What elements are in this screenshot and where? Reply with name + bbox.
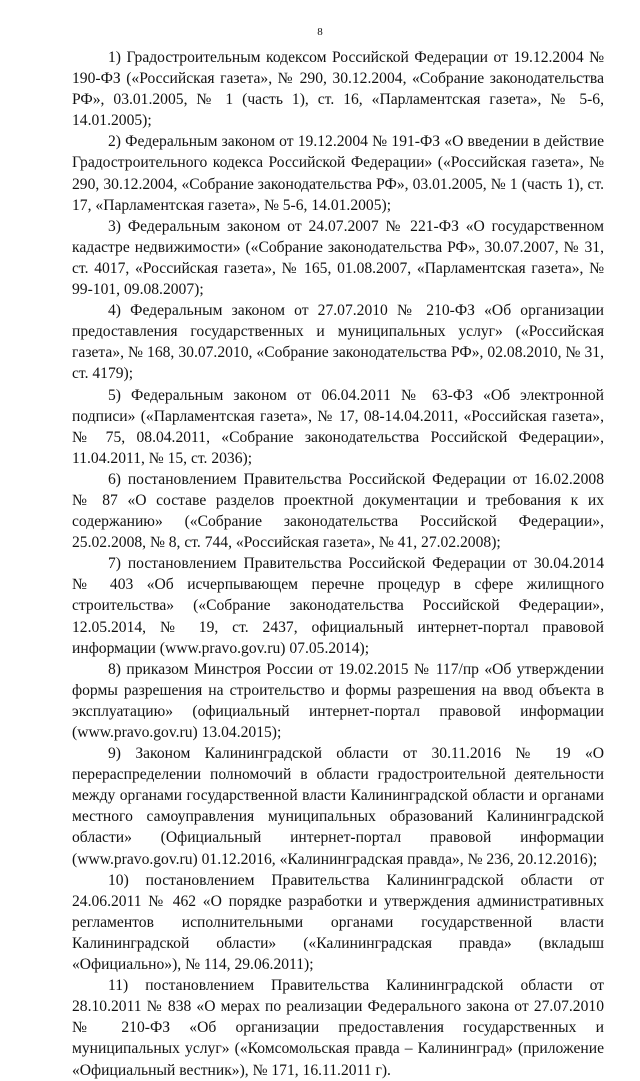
list-item: 11) постановлением Правительства Калининградской области от 28.10.2011 № 838 «О мерах по реализации Федерального закона от 27.07.2010 № 210-ФЗ «Об организации предоставления государственных и муниципальных услуг» («Комсомольская правда – Калининград» (приложение «Официальный вестник»), № 171, 16.11.2011 г). bbox=[72, 977, 604, 1079]
list-item: 1) Градостроительным кодексом Российской Федерации от 19.12.2004 № 190-ФЗ («Российская газета», № 290, 30.12.2004, «Собрание законодательства РФ», 03.01.2005, № 1 (часть 1), ст. 16, «Парламентская газета», № 5-6, 14.01.2005); bbox=[72, 49, 604, 130]
legal-basis-list bbox=[72, 47, 604, 1081]
list-item: 8) приказом Минстроя России от 19.02.2015 № 117/пр «Об утверждении формы разрешения на строительство и формы разрешения на ввод объекта в эксплуатацию» (официальный интернет-портал правовой информации (www.pravo.gov.ru) 13.04.2015); bbox=[72, 660, 604, 741]
list-item: 9) Законом Калининградской области от 30.11.2016 № 19 «О перераспределении полномочий в области градостроительной деятельности между органами государственной власти Калининградской области и органами местного самоуправления муниципальных образований Калининградской области» (Официальный интернет-портал правовой информации (www.pravo.gov.ru) 01.12.2016, «Калининградская правда», № 236, 20.12.2016); bbox=[72, 745, 604, 868]
list-item: 7) постановлением Правительства Российской Федерации от 30.04.2014 № 403 «Об исчерпывающем перечне процедур в сфере жилищного строительства» («Собрание законодательства Российской Федерации», 12.05.2014, № 19, ст. 2437, официальный интернет-портал правовой информации (www.pravo.gov.ru) 07.05.2014); bbox=[72, 555, 604, 657]
list-item: 2) Федеральным законом от 19.12.2004 № 191-ФЗ «О введении в действие Градостроительного кодекса Российской Федерации» («Российская газета», № 290, 30.12.2004, «Собрание законодательства РФ», 03.01.2005, № 1 (часть 1), ст. 17, «Парламентская газета», № 5-6, 14.01.2005); bbox=[72, 133, 604, 214]
list-item: 3) Федеральным законом от 24.07.2007 № 221-ФЗ «О государственном кадастре недвижимости» («Собрание законодательства РФ», 30.07.2007, № 31, ст. 4017, «Российская газета», № 165, 01.08.2007, «Парламентская газета», № 99-101, 09.08.2007); bbox=[72, 217, 604, 299]
list-item: 10) постановлением Правительства Калининградской области от 24.06.2011 № 462 «О порядке разработки и утверждения административных регламентов исполнительными органами государственной власти Калининградской области» («Калининградская правда» (вкладыш «Официально»), № 114, 29.06.2011); bbox=[72, 871, 604, 974]
list-item: 5) Федеральным законом от 06.04.2011 № 63-ФЗ «Об электронной подписи» («Парламентская газета», № 17, 08-14.04.2011, «Российская газета», № 75, 08.04.2011, «Собрание законодательства Российской Федерации», 11.04.2011, № 15, ст. 2036); bbox=[72, 386, 604, 467]
list-item: 4) Федеральным законом от 27.07.2010 № 210-ФЗ «Об организации предоставления государственных и муниципальных услуг» («Российская газета», № 168, 30.07.2010, «Собрание законодательства РФ», 02.08.2010, № 31, ст. 4179); bbox=[72, 302, 604, 383]
page-number: 8 bbox=[317, 26, 323, 38]
list-item: 6) постановлением Правительства Российской Федерации от 16.02.2008 № 87 «О составе разделов проектной документации и требования к их содержанию» («Собрание законодательства Российской Федерации», 25.02.2008, № 8, ст. 744, «Российская газета», № 41, 27.02.2008); bbox=[72, 470, 604, 552]
